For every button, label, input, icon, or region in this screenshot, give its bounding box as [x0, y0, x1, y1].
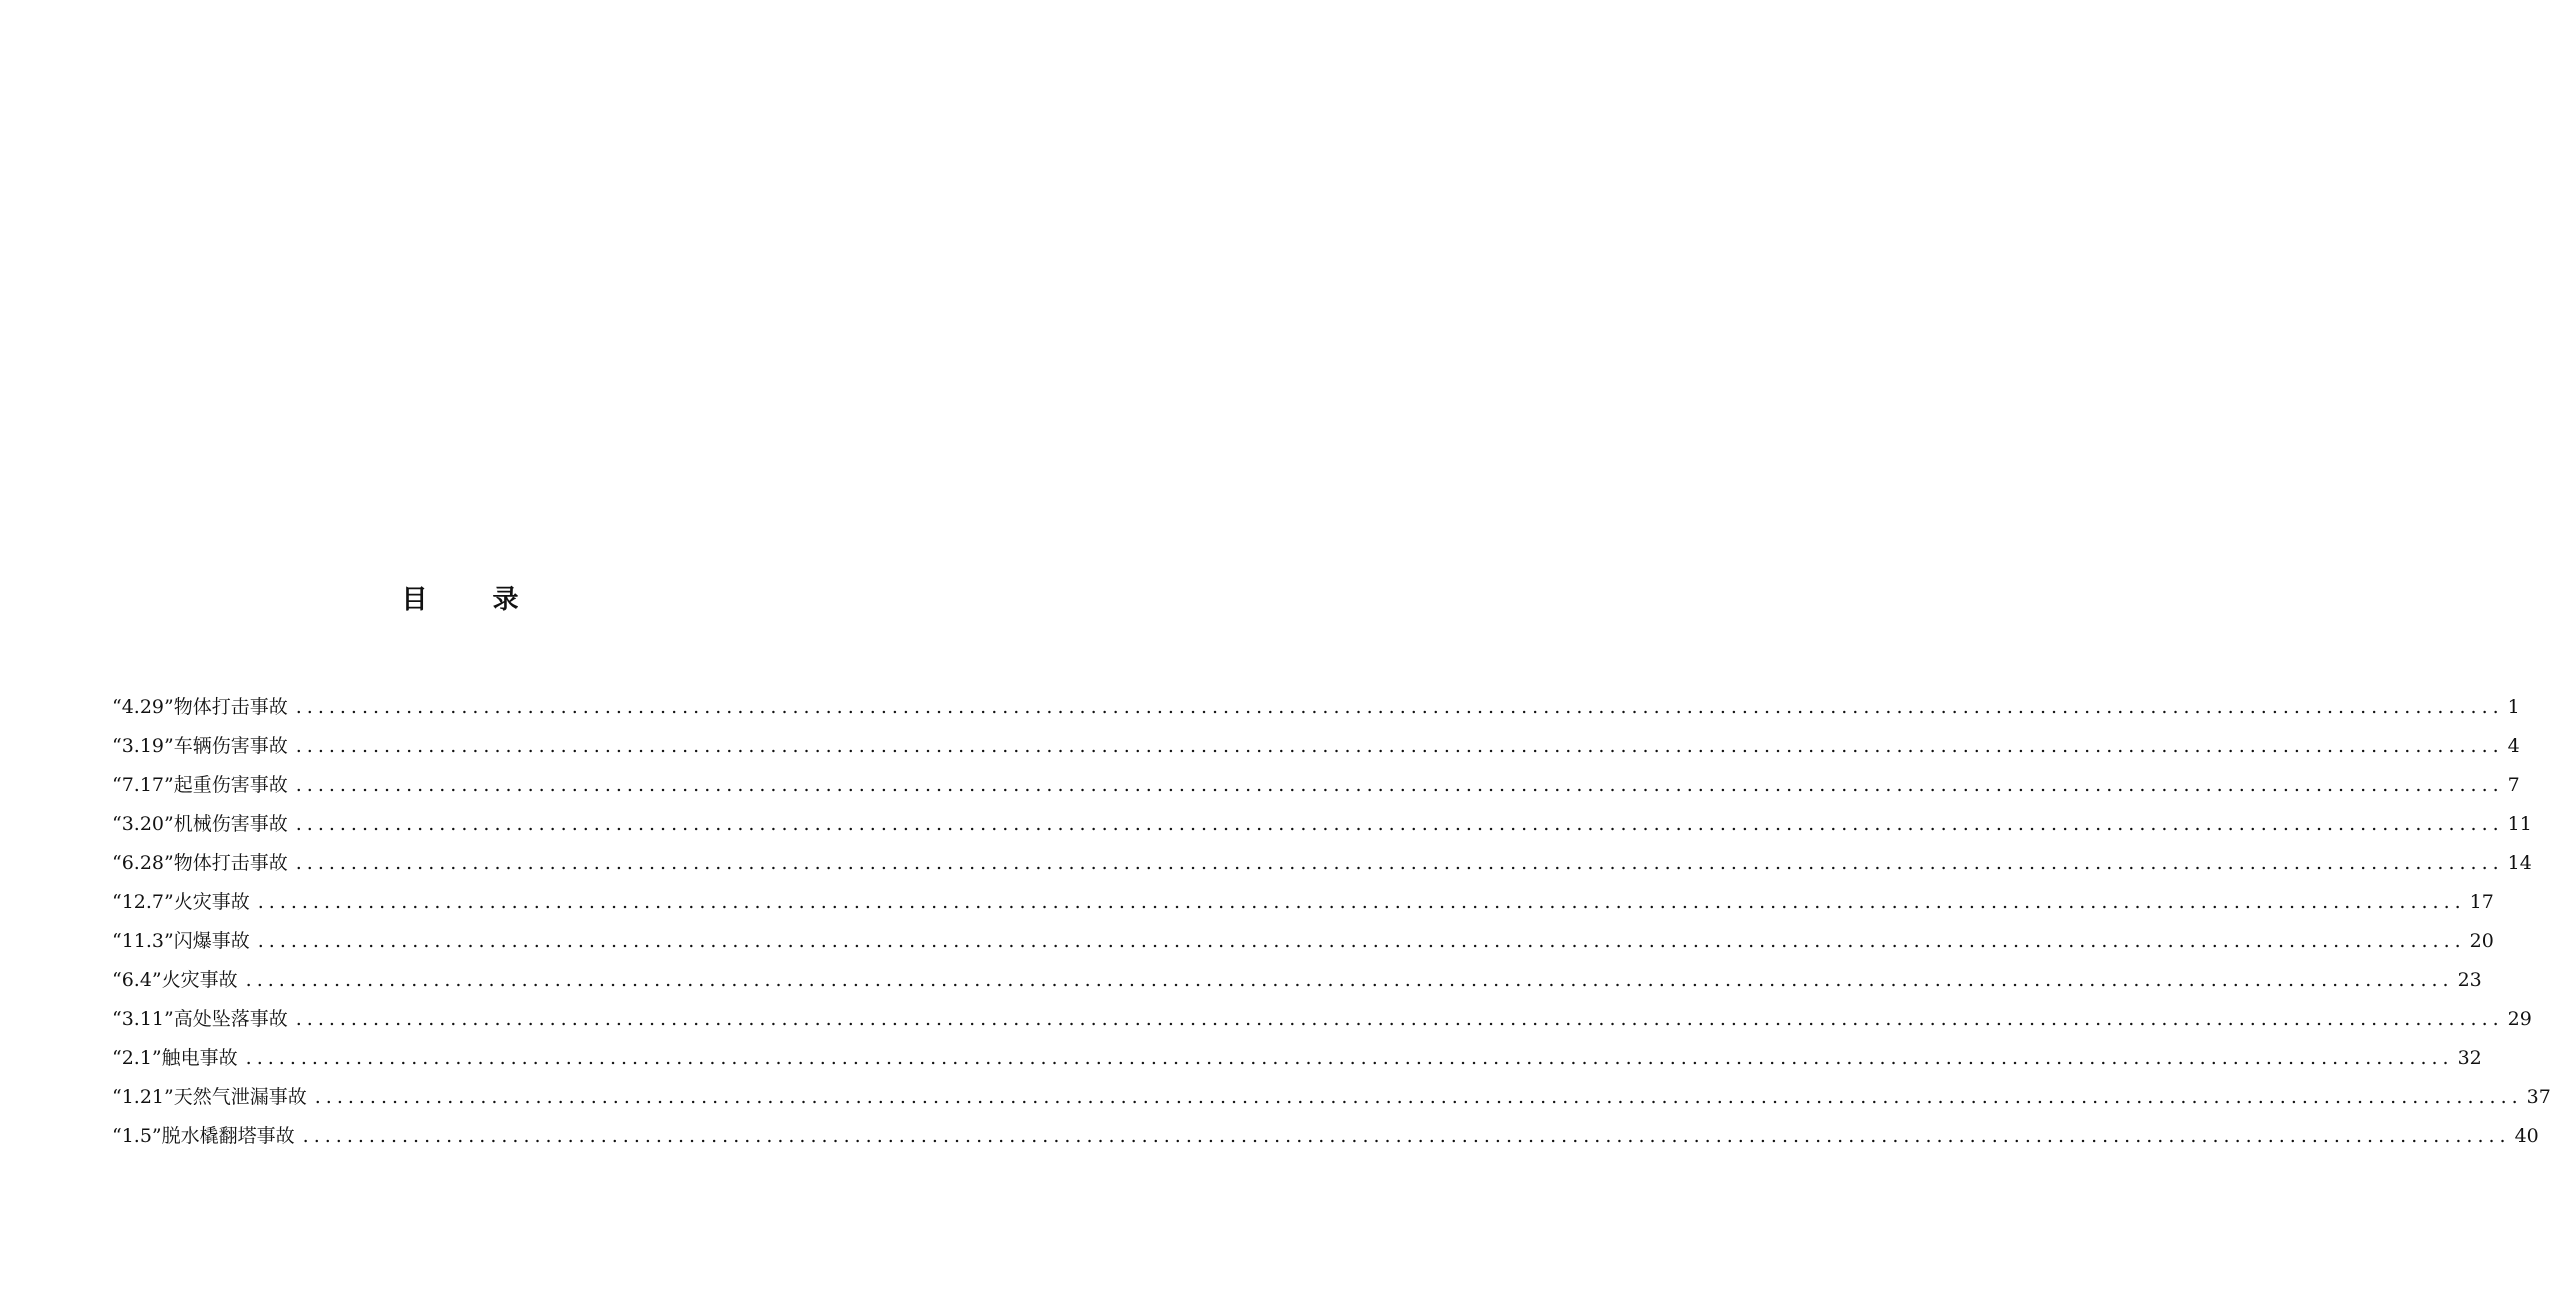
table-of-contents	[112, 688, 2551, 1156]
toc-entry-label: “3.11”高处坠落事故	[112, 1008, 288, 1030]
toc-entry-label: “3.19”车辆伤害事故	[112, 735, 288, 757]
dot-leader: ........................................................................................................................................................................................................	[295, 774, 2504, 796]
toc-title: 目 录	[401, 585, 547, 615]
dot-leader: ........................................................................................................................................................................................................	[295, 735, 2504, 757]
toc-entry-label: “6.4”火灾事故	[112, 969, 238, 991]
toc-entry-page: 11	[2507, 813, 2532, 835]
toc-entry[interactable]	[112, 805, 2532, 844]
toc-entry-label: “1.21”天然气泄漏事故	[112, 1086, 307, 1108]
toc-entry[interactable]	[112, 844, 2532, 883]
toc-entry-page: 7	[2507, 774, 2520, 796]
toc-entry-label: “1.5”脱水橇翻塔事故	[112, 1125, 295, 1147]
toc-entry[interactable]	[112, 922, 2494, 961]
dot-leader: ........................................................................................................................................................................................................	[295, 813, 2504, 835]
toc-entry[interactable]	[112, 1117, 2539, 1156]
toc-entry-label: “7.17”起重伤害事故	[112, 774, 288, 796]
toc-entry[interactable]	[112, 1078, 2551, 1117]
toc-entry-page: 14	[2507, 852, 2532, 874]
toc-entry-label: “4.29”物体打击事故	[112, 696, 288, 718]
toc-entry-page: 37	[2526, 1086, 2551, 1108]
dot-leader: ........................................................................................................................................................................................................	[295, 852, 2504, 874]
toc-entry-label: “11.3”闪爆事故	[112, 930, 250, 952]
dot-leader: ........................................................................................................................................................................................................	[314, 1086, 2523, 1108]
toc-entry-page: 40	[2514, 1125, 2539, 1147]
toc-entry-label: “6.28”物体打击事故	[112, 852, 288, 874]
dot-leader: ........................................................................................................................................................................................................	[257, 891, 2466, 913]
toc-entry[interactable]	[112, 727, 2520, 766]
toc-entry[interactable]	[112, 688, 2520, 727]
toc-entry-page: 23	[2457, 969, 2482, 991]
toc-entry[interactable]	[112, 766, 2520, 805]
toc-entry[interactable]	[112, 1039, 2482, 1078]
dot-leader: ........................................................................................................................................................................................................	[295, 1008, 2504, 1030]
toc-entry-page: 1	[2507, 696, 2520, 718]
dot-leader: ........................................................................................................................................................................................................	[245, 1047, 2454, 1069]
toc-entry[interactable]	[112, 883, 2494, 922]
toc-entry-page: 4	[2507, 735, 2520, 757]
toc-entry-label: “12.7”火灾事故	[112, 891, 250, 913]
toc-entry[interactable]	[112, 1000, 2532, 1039]
dot-leader: ........................................................................................................................................................................................................	[302, 1125, 2511, 1147]
dot-leader: ........................................................................................................................................................................................................	[257, 930, 2466, 952]
dot-leader: ........................................................................................................................................................................................................	[295, 696, 2504, 718]
toc-entry-page: 17	[2469, 891, 2494, 913]
dot-leader: ........................................................................................................................................................................................................	[245, 969, 2454, 991]
toc-entry-label: “3.20”机械伤害事故	[112, 813, 288, 835]
toc-entry-label: “2.1”触电事故	[112, 1047, 238, 1069]
toc-entry-page: 32	[2457, 1047, 2482, 1069]
toc-entry-page: 29	[2507, 1008, 2532, 1030]
toc-entry[interactable]	[112, 961, 2482, 1000]
toc-entry-page: 20	[2469, 930, 2494, 952]
